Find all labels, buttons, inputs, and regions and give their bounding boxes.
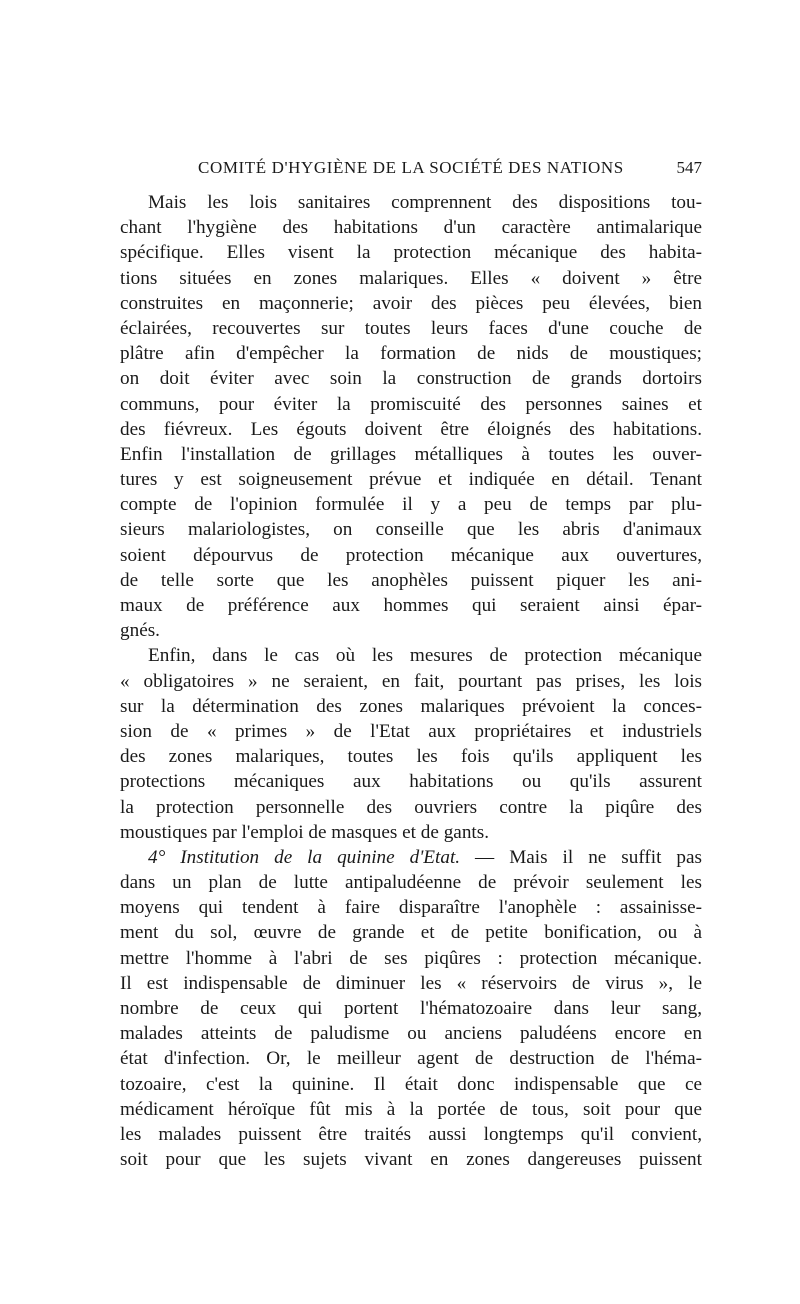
line-text: tures y est soigneusement prévue et indiquée en détail. Tenant <box>120 469 702 491</box>
line-text: Enfin, dans le cas où les mesures de protection mécanique <box>148 645 702 667</box>
line-text: des zones malariques, toutes les fois qu'ils appliquent les <box>120 746 702 768</box>
text-line <box>120 971 702 996</box>
text-line <box>120 492 702 517</box>
text-line <box>120 946 702 971</box>
line-text: soient dépourvus de protection mécanique aux ouvertures, <box>120 544 702 566</box>
line-text: — Mais il ne suffit pas <box>460 846 702 868</box>
line-text: construites en maçonnerie; avoir des pièces peu élevées, bien <box>120 292 702 314</box>
line-text: les malades puissent être traités aussi longtemps qu'il convient, <box>120 1123 702 1145</box>
text-line <box>120 190 702 215</box>
line-text: communs, pour éviter la promiscuité des personnes saines et <box>120 393 702 415</box>
line-text: protections mécaniques aux habitations ou qu'ils assurent <box>120 771 702 793</box>
line-text: tions situées en zones malariques. Elles « doivent » être <box>120 267 702 289</box>
line-text: gnés. <box>120 620 160 642</box>
text-line <box>120 316 702 341</box>
text-line <box>120 341 702 366</box>
line-text: Il est indispensable de diminuer les « réservoirs de virus », le <box>120 972 702 994</box>
line-text: sion de « primes » de l'Etat aux propriétaires et industriels <box>120 720 702 742</box>
text-line <box>120 593 702 618</box>
text-line <box>120 1097 702 1122</box>
text-line <box>120 366 702 391</box>
text-line <box>120 1021 702 1046</box>
text-line <box>120 543 702 568</box>
text-line <box>120 618 702 643</box>
text-line <box>120 291 702 316</box>
running-title: COMITÉ D'HYGIÈNE DE LA SOCIÉTÉ DES NATIONS <box>198 158 624 177</box>
line-text: mettre l'homme à l'abri de ses piqûres : protection mécanique. <box>120 947 702 969</box>
text-line <box>120 266 702 291</box>
body-text <box>120 190 702 1172</box>
line-text: moyens qui tendent à faire disparaître l'anophèle : assainisse- <box>120 897 702 919</box>
text-line <box>120 240 702 265</box>
line-text: éclairées, recouvertes sur toutes leurs faces d'une couche de <box>120 317 702 339</box>
text-line <box>120 392 702 417</box>
line-text: moustiques par l'emploi de masques et de gants. <box>120 821 490 843</box>
line-text: plâtre afin d'empêcher la formation de nids de moustiques; <box>120 343 702 365</box>
line-text: de telle sorte que les anophèles puissent piquer les ani- <box>120 569 702 591</box>
text-line <box>120 719 702 744</box>
line-text: sur la détermination des zones malariques prévoient la conces- <box>120 695 702 717</box>
text-line <box>120 1122 702 1147</box>
line-text: des fiévreux. Les égouts doivent être éloignés des habitations. <box>120 418 702 440</box>
line-text: Enfin l'installation de grillages métalliques à toutes les ouver- <box>120 443 702 465</box>
text-line <box>120 669 702 694</box>
text-line <box>120 442 702 467</box>
text-line <box>120 820 702 845</box>
text-line <box>120 1147 702 1172</box>
line-text: compte de l'opinion formulée il y a peu de temps par plu- <box>120 494 702 516</box>
text-line <box>120 845 702 870</box>
text-line <box>120 870 702 895</box>
line-text: médicament héroïque fût mis à la portée de tous, soit pour que <box>120 1098 702 1120</box>
text-line <box>120 417 702 442</box>
text-line <box>120 517 702 542</box>
line-text: sieurs malariologistes, on conseille que les abris d'animaux <box>120 519 702 541</box>
line-text: ment du sol, œuvre de grande et de petite bonification, ou à <box>120 922 702 944</box>
text-line <box>120 1046 702 1071</box>
line-text: la protection personnelle des ouvriers contre la piqûre des <box>120 796 702 818</box>
running-header <box>120 158 702 184</box>
line-text: maux de préférence aux hommes qui seraient ainsi épar- <box>120 595 702 616</box>
section-heading: 4° Institution de la quinine d'Etat. <box>148 846 461 868</box>
line-text: on doit éviter avec soin la construction de grands dortoirs <box>120 368 702 390</box>
text-line <box>120 769 702 794</box>
page-number: 547 <box>676 158 702 177</box>
text-line <box>120 920 702 945</box>
text-line <box>120 1072 702 1097</box>
text-line <box>120 568 702 593</box>
line-text: nombre de ceux qui portent l'hématozoaire dans leur sang, <box>120 998 702 1019</box>
text-line <box>120 643 702 668</box>
line-text: dans un plan de lutte antipaludéenne de prévoir seulement les <box>120 872 702 894</box>
line-text: Mais les lois sanitaires comprennent des dispositions tou- <box>148 192 702 213</box>
text-line <box>120 795 702 820</box>
line-text: état d'infection. Or, le meilleur agent de destruction de l'héma- <box>120 1048 702 1070</box>
line-text: spécifique. Elles visent la protection mécanique des habita- <box>120 242 702 264</box>
text-line <box>120 895 702 920</box>
text-line <box>120 215 702 240</box>
text-line <box>120 996 702 1021</box>
text-line <box>120 467 702 492</box>
text-line <box>120 744 702 769</box>
line-text: « obligatoires » ne seraient, en fait, pourtant pas prises, les lois <box>120 670 702 692</box>
text-line <box>120 694 702 719</box>
line-text: tozoaire, c'est la quinine. Il était donc indispensable que ce <box>120 1073 702 1095</box>
line-text: malades atteints de paludisme ou anciens paludéens encore en <box>120 1023 702 1045</box>
line-text: chant l'hygiène des habitations d'un caractère antimalarique <box>120 217 702 239</box>
line-text: soit pour que les sujets vivant en zones dangereuses puissent <box>120 1149 702 1171</box>
